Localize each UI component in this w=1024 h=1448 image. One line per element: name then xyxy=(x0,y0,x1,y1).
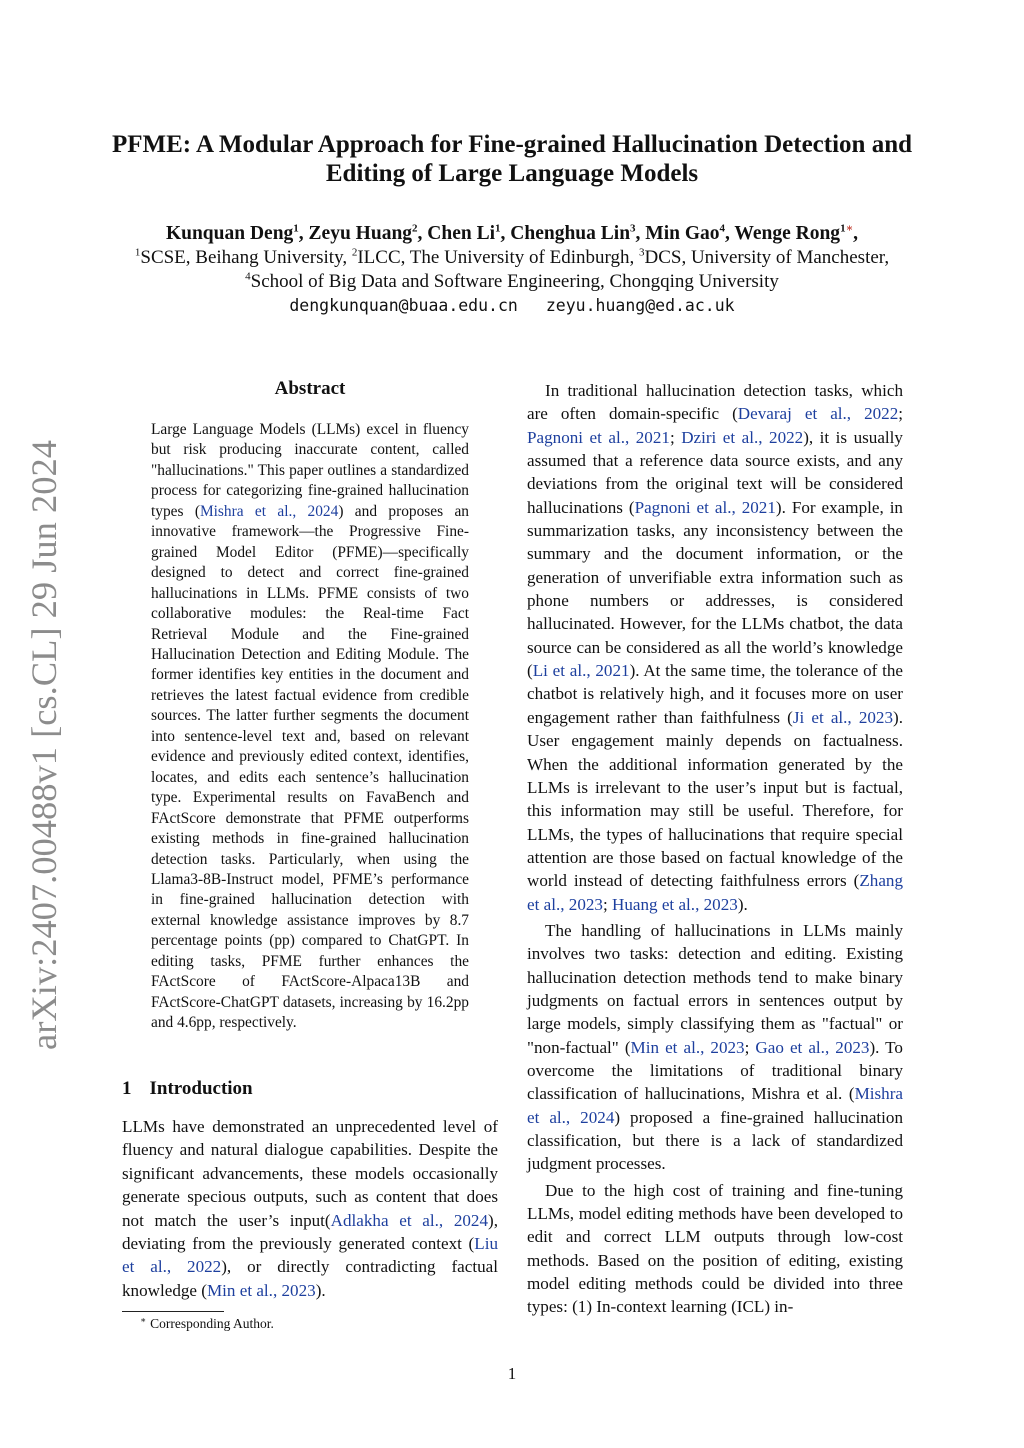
paragraph: In traditional hallucination detection tasks, which are often domain-specific (Devaraj et al., 2022; Pagnoni et al., 2021; Dziri et al., 2022), it is usually assumed that a reference data source exists, and any deviations from the original text will be considered hallucinations (Pagnoni et al., 2021). For example, in summarization tasks, any inconsistency between the summary and the document information, or the generation of unverifiable extra information such as phone numbers or addresses, is considered hallucinated. However, for the LLMs chatbot, the data source can be considered as all the world’s knowledge (Li et al., 2021). At the same time, the tolerance of the chatbot is relatively high, and it focuses more on user engagement rather than faithfulness (Ji et al., 2023). User engagement mainly depends on factualness. When the additional information generated by the LLMs is irrelevant to the user’s input but is factual, this information may still be useful. Therefore, for LLMs, the types of hallucinations that require special attention are those based on factual knowledge of the world instead of detecting faithfulness errors (Zhang et al., 2023; Huang et al., 2023). xyxy=(527,381,904,914)
footnote: ∗ Corresponding Author. xyxy=(140,1314,274,1331)
citation-link[interactable]: Li et al., 2021 xyxy=(532,661,630,681)
intro-paragraph: LLMs have demonstrated an unprecedented level of fluency and natural dialogue capabilities. Despite the significant advancements, these models occasionally generate specious outputs, such as content that does not match the user’s input(Adlakha et al., 2024), deviating from the previously generated context (Liu et al., 2022), or directly contradicting factual knowledge (Min et al., 2023). xyxy=(122,1117,498,1300)
citation-link[interactable]: Liu et al., 2022 xyxy=(122,1234,498,1277)
footnote-divider xyxy=(122,1311,224,1312)
title-line-1: PFME: A Modular Approach for Fine-grained Hallucination Detection and xyxy=(111,131,913,158)
email: zeyu.huang@ed.ac.uk xyxy=(545,296,735,315)
citation-link[interactable]: Gao et al., 2023 xyxy=(755,1037,870,1057)
citation-link[interactable]: Pagnoni et al., 2021 xyxy=(634,497,776,517)
author-emails xyxy=(120,294,904,318)
paragraph: The handling of hallucinations in LLMs mainly involves two tasks: detection and editing. Existing hallucination detection methods tend to make binary judgments on factual errors in sentences output by large models, simply classifying them as "factual" or "non-factual" (Min et al., 2023; Gao et al., 2023). To overcome the limitations of traditional binary classification of hallucinations, Mishra et al. (Mishra et al., 2024) proposed a fine-grained hallucination classification, but there is a lack of standardized judgment processes. xyxy=(527,920,903,1174)
arxiv-id-text: arXiv:2407.00488v1 [cs.CL] 29 Jun 2024 xyxy=(24,448,64,1050)
citation-link[interactable]: Mishra et al., 2024 xyxy=(199,502,339,520)
paragraph: Due to the high cost of training and fine-tuning LLMs, model editing methods have been developed to edit and correct LLM outputs through low-cost methods. Based on the position of editing, existing model editing methods could be divided into three types: (1) In-context learning (ICL) in- xyxy=(527,1180,903,1317)
author-list xyxy=(80,222,944,246)
author: Chenghua Lin$^3$, xyxy=(510,222,646,244)
email: dengkunquan@buaa.edu.cn xyxy=(289,296,518,315)
author: Wenge Rong$^{1∗}$, xyxy=(734,222,859,244)
arxiv-identifier-stamp xyxy=(20,430,70,1070)
title-line-2: Editing of Large Language Models xyxy=(325,160,699,187)
corresponding-author-mark[interactable]: ∗ xyxy=(845,222,854,235)
citation-link[interactable]: Min et al., 2023 xyxy=(206,1280,316,1300)
paper-title xyxy=(100,130,924,188)
citation-link[interactable]: Zhang et al., 2023 xyxy=(527,871,903,914)
author: Zeyu Huang$^2$, xyxy=(308,222,428,244)
author: Kunquan Deng$^1$, xyxy=(165,222,309,244)
affiliations-line-2: $^4$School of Big Data and Software Engineering, Chongqing University xyxy=(245,270,779,292)
citation-link[interactable]: Huang et al., 2023 xyxy=(612,894,738,914)
citation-link[interactable]: Pagnoni et al., 2021 xyxy=(527,427,670,447)
page-number: 1 xyxy=(507,1364,517,1383)
citation-link[interactable]: Dziri et al., 2022 xyxy=(681,427,804,447)
affiliations-line-1: $^1$SCSE, Beihang University, $^2$ILCC, The University of Edinburgh, $^3$DCS, University of Manchester, xyxy=(134,246,890,268)
citation-link[interactable]: Devaraj et al., 2022 xyxy=(737,404,899,424)
author: Min Gao$^4$, xyxy=(645,222,735,244)
author: Chen Li$^1$, xyxy=(427,222,511,244)
citation-link[interactable]: Ji et al., 2023 xyxy=(792,707,894,727)
abstract-heading: Abstract xyxy=(274,378,346,399)
right-column xyxy=(527,379,903,1319)
citation-link[interactable]: Adlakha et al., 2024 xyxy=(330,1210,489,1230)
abstract-body: Large Language Models (LLMs) excel in fluency but risk producing inaccurate content, called "hallucinations." This paper outlines a standardized process for categorizing fine-grained hallucination types (Mishra et al., 2024) and proposes an innovative framework—the Progressive Fine-grained Model Editor (PFME)—specifically designed to detect and correct fine-grained hallucinations in LLMs. PFME consists of two collaborative modules: the Real-time Fact Retrieval Module and the Fine-grained Hallucination Detection and Editing Module. The former identifies key entities in the document and retrieves the latest factual evidence from credible sources. The latter further segments the document into sentence-level text and, based on relevant evidence and previously edited context, identifies, locates, and edits each sentence’s hallucination type. Experimental results on FavaBench and FActScore demonstrate that PFME outperforms existing methods in fine-grained hallucination detection tasks. Particularly, when using the Llama3-8B-Instruct model, PFME’s performance in fine-grained hallucination detection with external knowledge assistance improves by 8.7 percentage points (pp) compared to ChatGPT. In editing tasks, PFME further enhances the FActScore of FActScore-Alpaca13B and FActScore-ChatGPT datasets, increasing by 16.2pp and 4.6pp, respectively. xyxy=(151,421,469,1032)
section-heading-introduction: 1 Introduction xyxy=(122,1078,253,1099)
citation-link[interactable]: Min et al., 2023 xyxy=(630,1037,745,1057)
citation-link[interactable]: Mishra et al., 2024 xyxy=(527,1084,903,1127)
